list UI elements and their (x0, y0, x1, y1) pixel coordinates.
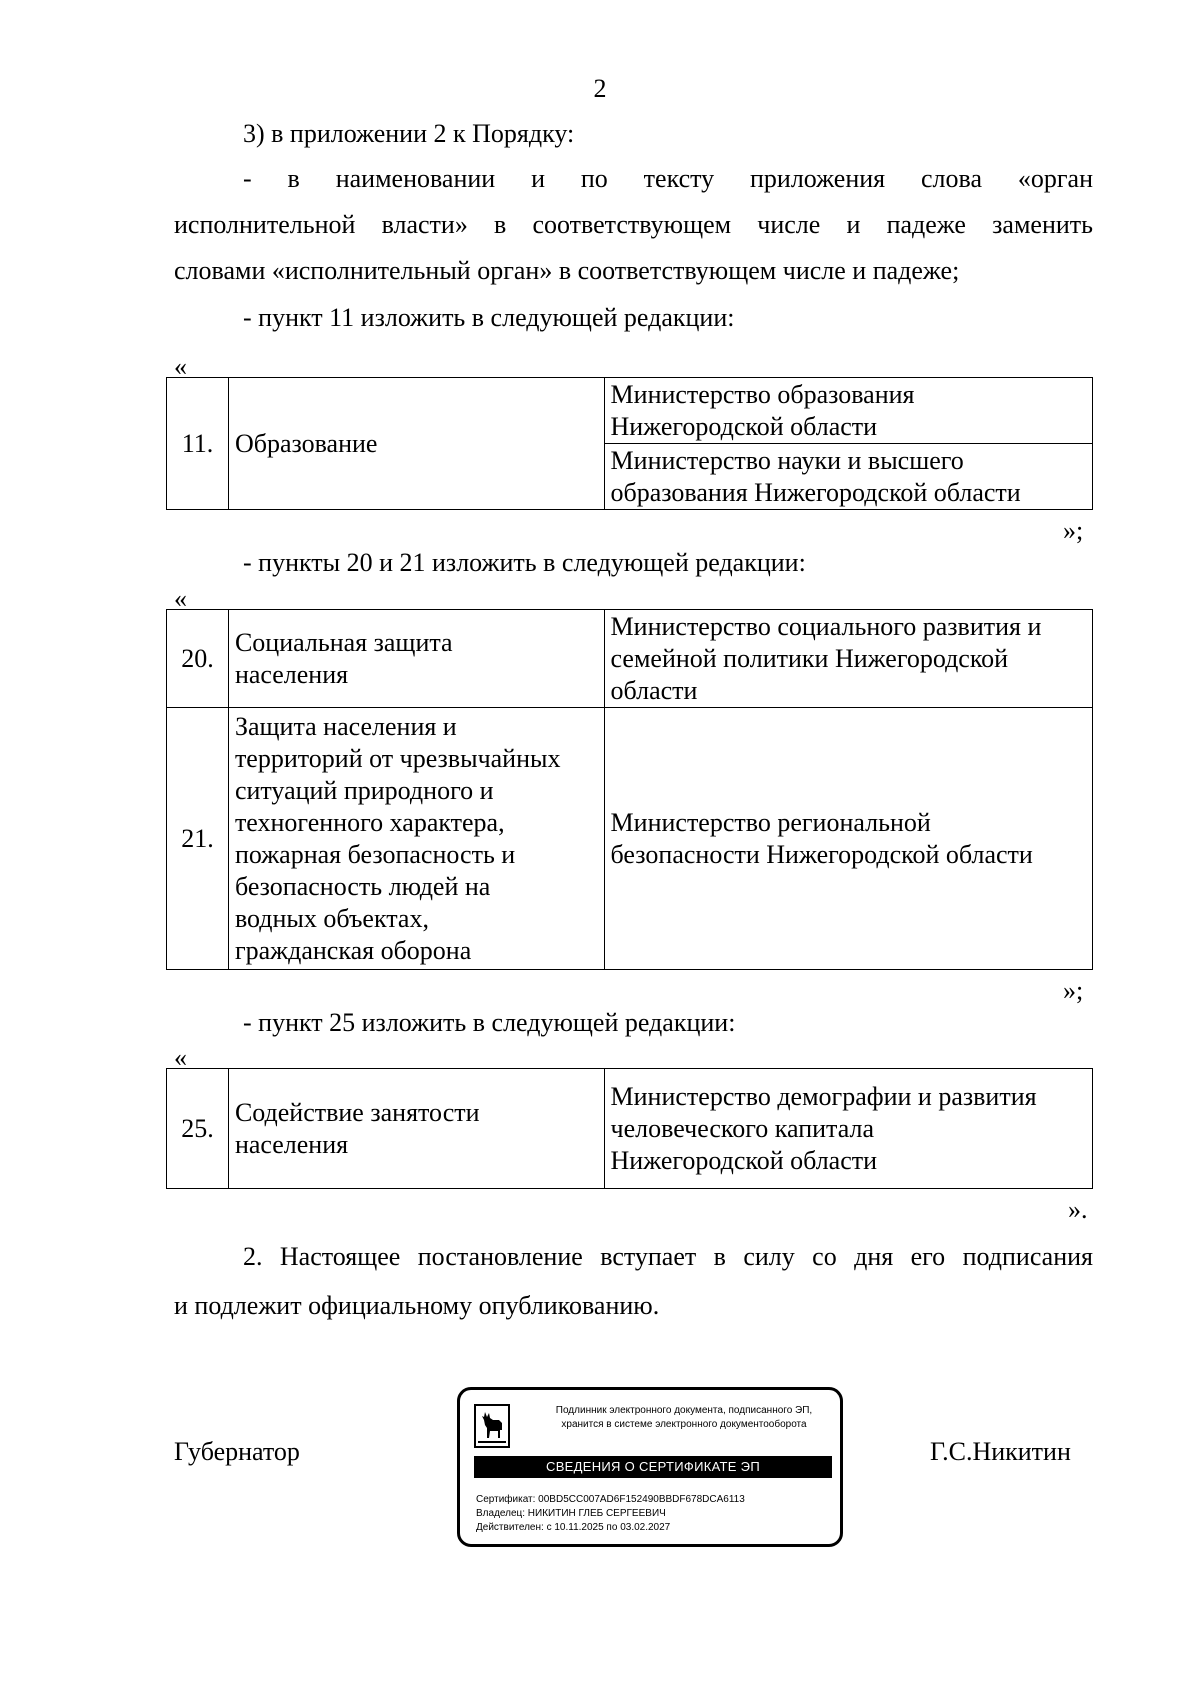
text-line: населения (234, 659, 349, 689)
text-line: территорий от чрезвычайных (234, 743, 561, 773)
open-quote-11: « (174, 352, 187, 381)
text-line: Нижегородской области (610, 411, 878, 441)
close-quote-20-21: »; (1063, 976, 1084, 1005)
deer-emblem-icon (474, 1404, 510, 1448)
text-line: Содействие занятости (234, 1097, 480, 1127)
e-signature-stamp (457, 1387, 843, 1547)
text-line: области (610, 675, 698, 705)
text-line: Министерство науки и высшего (610, 445, 964, 475)
text-line: водных объектах, (234, 903, 429, 933)
row-subject (228, 1069, 604, 1189)
stamp-validity: Действителен: с 10.11.2025 по 03.02.2027 (476, 1522, 671, 1533)
item11-intro: - пункт 11 изложить в следующей редакции: (243, 303, 735, 332)
intro-line: 3) в приложении 2 к Порядку: (243, 119, 575, 148)
row-number: 20. (167, 610, 229, 708)
text-line: безопасность людей на (234, 871, 491, 901)
row-authority (604, 610, 1092, 708)
row-authority-2 (604, 444, 1092, 510)
text-line: Министерство региональной (610, 807, 931, 837)
row-authority (604, 708, 1092, 970)
para2-line1: 2. Настоящее постановление вступает в силу со дня его подписания (243, 1242, 1093, 1271)
stamp-owner: Владелец: НИКИТИН ГЛЕБ СЕРГЕЕВИЧ (476, 1508, 666, 1519)
text-line: Нижегородской области (610, 1145, 878, 1175)
item20-intro: - пункты 20 и 21 изложить в следующей редакции: (243, 548, 806, 577)
open-quote-25: « (174, 1043, 187, 1072)
row-number: 21. (167, 708, 229, 970)
text-line: семейной политики Нижегородской (610, 643, 1009, 673)
row-subject (228, 610, 604, 708)
row-number: 11. (167, 378, 229, 510)
table-item-11 (166, 377, 1093, 510)
table-items-20-21 (166, 609, 1093, 970)
stamp-note-line: хранится в системе электронного документооборота (561, 1419, 807, 1430)
text-line: Защита населения и (234, 711, 457, 741)
page-number: 2 (593, 74, 607, 103)
close-quote-11: »; (1063, 516, 1084, 545)
row-number: 25. (167, 1069, 229, 1189)
para1-line1: - в наименовании и по тексту приложения слова «орган (243, 164, 1093, 193)
text-line: человеческого капитала (610, 1113, 874, 1143)
close-quote-25: ». (1068, 1195, 1088, 1224)
signature-name: Г.С.Никитин (930, 1437, 1071, 1466)
text-line: Министерство демографии и развития (610, 1081, 1037, 1111)
open-quote-20: « (174, 584, 187, 613)
stamp-certificate: Сертификат: 00BD5CC007AD6F152490BBDF678DCA6113 (476, 1494, 745, 1505)
row-subject (228, 708, 604, 970)
para1-line2: исполнительной власти» в соответствующем числе и падеже заменить (174, 210, 1093, 239)
stamp-note (534, 1404, 834, 1432)
para1-line3: словами «исполнительный орган» в соответствующем числе и падеже; (174, 256, 960, 285)
text-line: населения (234, 1129, 349, 1159)
text-line: Социальная защита (234, 627, 453, 657)
text-line: ситуаций природного и (234, 775, 494, 805)
text-line: Министерство образования (610, 379, 915, 409)
row-authority (604, 1069, 1092, 1189)
text-line: Министерство социального развития и (610, 611, 1042, 641)
text-line: безопасности Нижегородской области (610, 839, 1033, 869)
table-item-25 (166, 1068, 1093, 1189)
stamp-header: СВЕДЕНИЯ О СЕРТИФИКАТЕ ЭП (474, 1456, 832, 1478)
item25-intro: - пункт 25 изложить в следующей редакции: (243, 1008, 736, 1037)
signature-position: Губернатор (174, 1437, 300, 1466)
stamp-note-line: Подлинник электронного документа, подписанного ЭП, (555, 1405, 813, 1416)
para2-line2: и подлежит официальному опубликованию. (174, 1291, 660, 1320)
text-line: техногенного характера, (234, 807, 505, 837)
text-line: гражданская оборона (234, 935, 472, 965)
text-line: образования Нижегородской области (610, 477, 1021, 507)
row-authority-1 (604, 378, 1092, 444)
row-subject: Образование (228, 378, 604, 510)
text-line: пожарная безопасность и (234, 839, 516, 869)
